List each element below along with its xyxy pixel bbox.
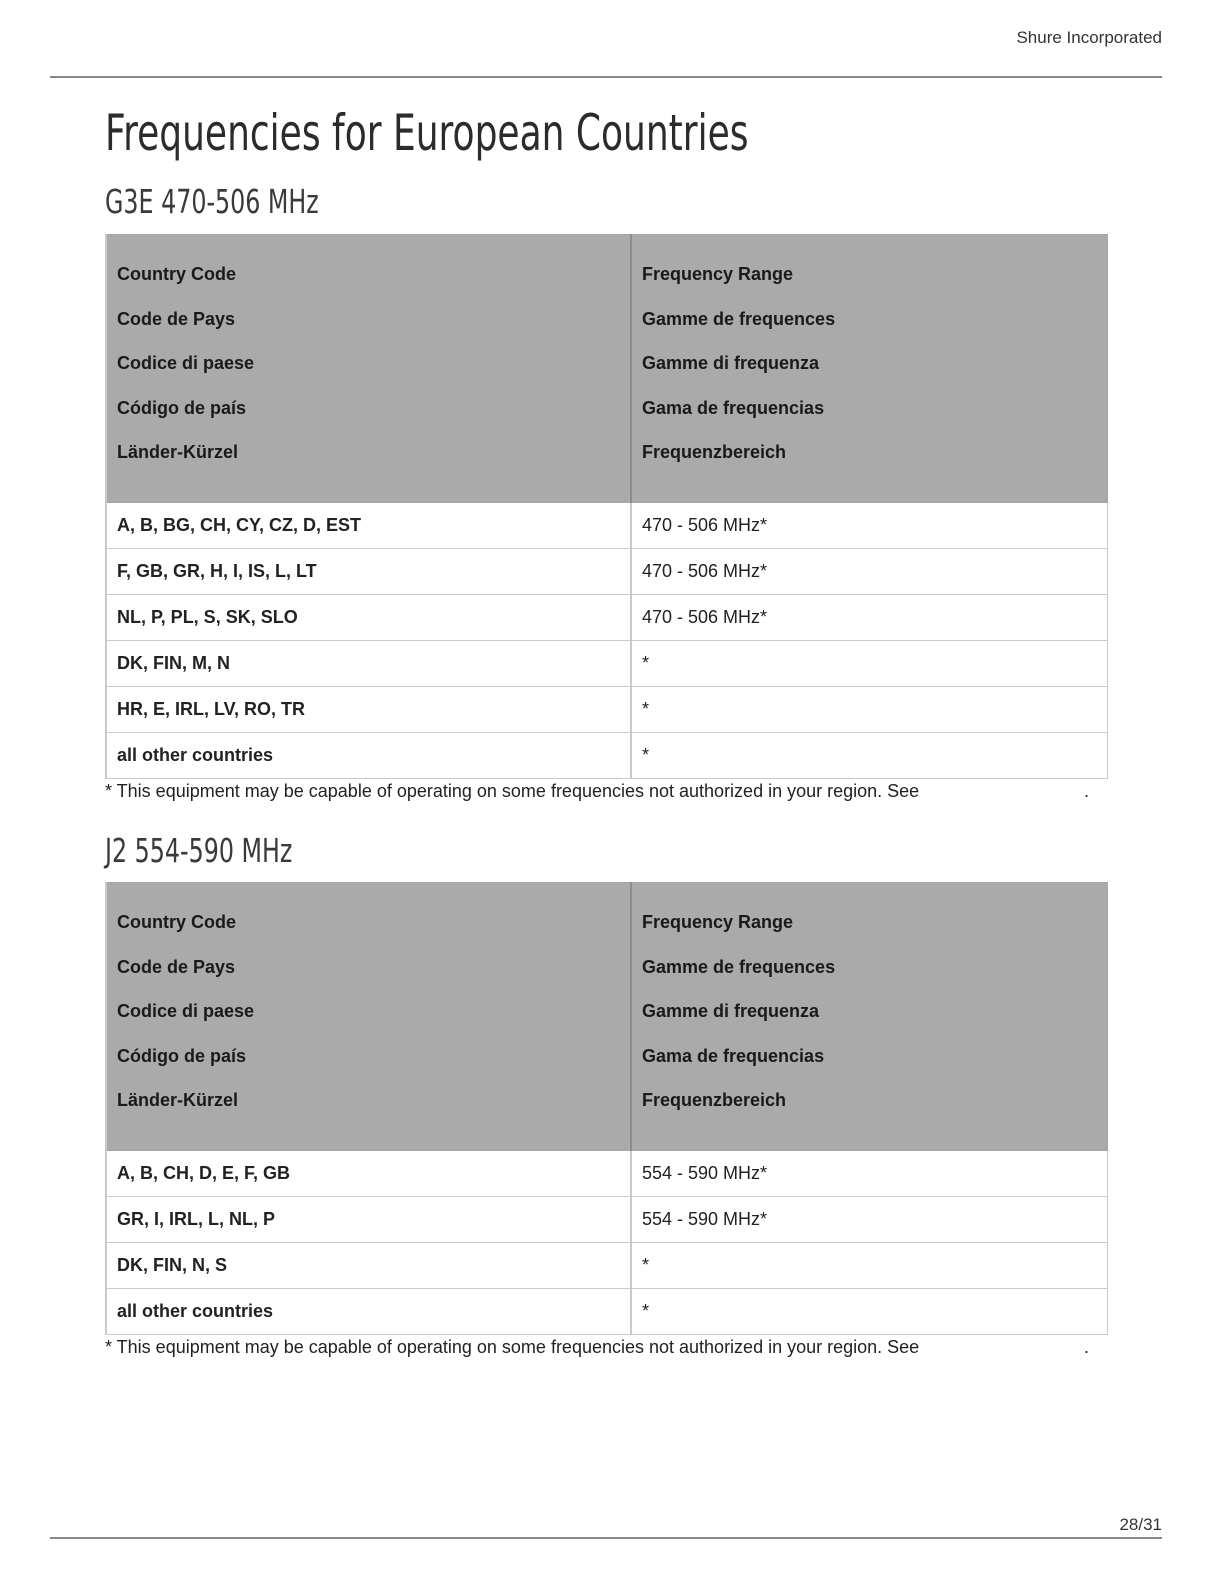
frequency-range-cell: 470 - 506 MHz*: [631, 594, 1107, 640]
frequency-range-cell: 554 - 590 MHz*: [631, 1150, 1107, 1196]
header-country-code: [106, 883, 631, 1151]
table-row: [106, 1242, 1107, 1288]
table-row: [106, 548, 1107, 594]
footnote-g3e: * This equipment may be capable of operating on some frequencies not authorized in your region. See: [105, 781, 920, 801]
country-codes-cell: NL, P, PL, S, SK, SLO: [106, 594, 631, 640]
header-label: Gamme de frequences: [642, 308, 836, 329]
frequency-range-cell: *: [631, 732, 1107, 778]
header-label: Frequenzbereich: [642, 442, 787, 462]
country-codes-cell: DK, FIN, M, N: [106, 640, 631, 686]
header-label: Frequency Range: [642, 912, 794, 932]
table-row: [106, 1150, 1107, 1196]
header-label: Länder-Kürzel: [117, 1090, 239, 1110]
frequency-table-j2: [105, 882, 1108, 1335]
table-row: [106, 686, 1107, 732]
section-title-j2: J2 554-590 MHz: [105, 831, 293, 870]
header-label: Code de Pays: [117, 308, 236, 329]
header-label: Country Code: [117, 264, 236, 284]
country-codes-cell: F, GB, GR, H, I, IS, L, LT: [106, 548, 631, 594]
header-label: Gama de frequencias: [642, 397, 825, 418]
table-header-row: [106, 235, 1107, 503]
country-codes-cell: all other countries: [106, 732, 631, 778]
table-row: [106, 640, 1107, 686]
frequency-range-cell: *: [631, 686, 1107, 732]
footnote-period: .: [1084, 1337, 1090, 1357]
header-label: Frequenzbereich: [642, 1090, 787, 1110]
header-label: Gamme di frequenza: [642, 1001, 820, 1021]
header-label: Gamme di frequenza: [642, 353, 820, 373]
section-title-g3e: G3E 470-506 MHz: [105, 182, 319, 221]
footnote-period: .: [1084, 781, 1090, 801]
frequency-range-cell: *: [631, 640, 1107, 686]
header-country-code: [106, 235, 631, 503]
country-codes-cell: A, B, CH, D, E, F, GB: [106, 1150, 631, 1196]
header-label: Código de país: [117, 397, 247, 418]
table-header-row: [106, 883, 1107, 1151]
frequency-range-cell: 470 - 506 MHz*: [631, 502, 1107, 548]
frequency-range-cell: 470 - 506 MHz*: [631, 548, 1107, 594]
country-codes-cell: A, B, BG, CH, CY, CZ, D, EST: [106, 502, 631, 548]
header-divider: [50, 76, 1162, 78]
header-label: Länder-Kürzel: [117, 442, 239, 462]
country-codes-cell: all other countries: [106, 1288, 631, 1334]
country-codes-cell: DK, FIN, N, S: [106, 1242, 631, 1288]
header-label: Code de Pays: [117, 956, 236, 977]
table-row: [106, 1196, 1107, 1242]
country-codes-cell: GR, I, IRL, L, NL, P: [106, 1196, 631, 1242]
header-label: Gama de frequencias: [642, 1045, 825, 1066]
page-title: Frequencies for European Countries: [105, 104, 749, 162]
frequency-range-cell: *: [631, 1288, 1107, 1334]
table-row: [106, 594, 1107, 640]
header-frequency-range: [631, 883, 1107, 1151]
frequency-table-g3e: [105, 234, 1108, 779]
header-label: Country Code: [117, 912, 236, 932]
header-label: Código de país: [117, 1045, 247, 1066]
frequency-range-cell: *: [631, 1242, 1107, 1288]
header-label: Frequency Range: [642, 264, 794, 284]
footnote-j2: * This equipment may be capable of operating on some frequencies not authorized in your region. See: [105, 1337, 920, 1357]
table-row: [106, 502, 1107, 548]
header-label: Codice di paese: [117, 1001, 255, 1021]
frequency-range-cell: 554 - 590 MHz*: [631, 1196, 1107, 1242]
page-number: 28/31: [1119, 1515, 1162, 1534]
table-row: [106, 1288, 1107, 1334]
header-frequency-range: [631, 235, 1107, 503]
country-codes-cell: HR, E, IRL, LV, RO, TR: [106, 686, 631, 732]
footer-divider: [50, 1537, 1162, 1539]
header-label: Codice di paese: [117, 353, 255, 373]
table-row: [106, 732, 1107, 778]
company-name: Shure Incorporated: [1016, 28, 1162, 47]
header-label: Gamme de frequences: [642, 956, 836, 977]
